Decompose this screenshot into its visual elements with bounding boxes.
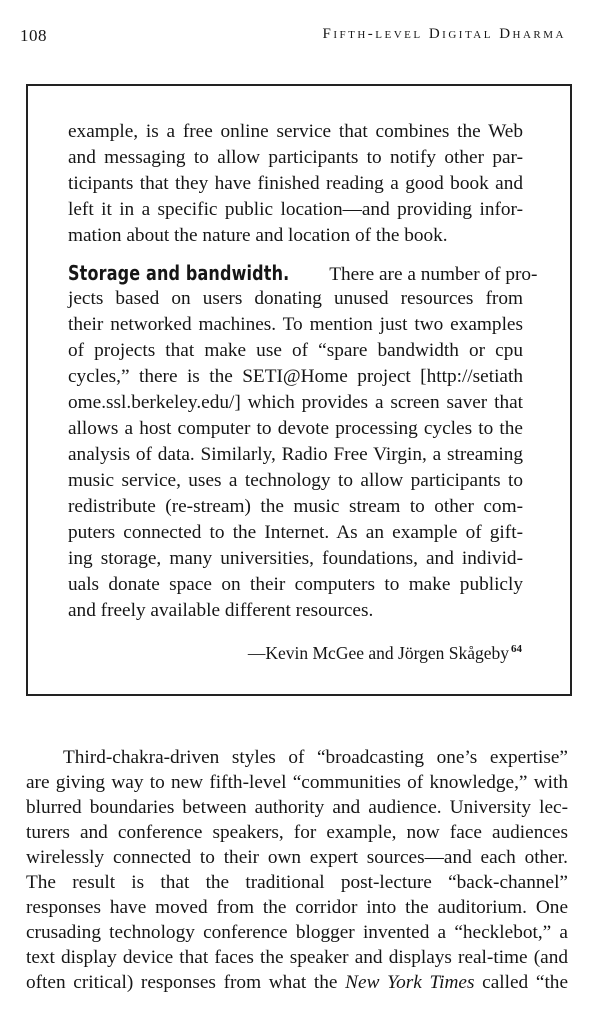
- body-text-line: turers and conference speakers, for example, now face audiences: [26, 822, 568, 843]
- box-text-line: allows a host computer to devote processing cycles to the: [68, 418, 523, 439]
- box-text-line: of projects that make use of “spare bandwidth or cpu: [68, 340, 523, 361]
- body-text-segment: often critical) responses from what the: [26, 972, 346, 993]
- box-text-line: and messaging to allow participants to notify other par-: [68, 147, 523, 168]
- box-text-line: redistribute (re-stream) the music stream to other com-: [68, 496, 523, 517]
- body-text-line: [26, 970, 568, 995]
- running-head: Fifth-level Digital Dharma: [322, 26, 566, 42]
- box-text-line: analysis of data. Similarly, Radio Free Virgin, a streaming: [68, 444, 523, 465]
- box-text-line: left it in a specific public location—and providing infor-: [68, 199, 523, 220]
- box-text-line: cycles,” there is the SETI@Home project [http://setiath: [68, 366, 523, 387]
- body-text-line: wirelessly connected to their own expert sources—and each other.: [26, 847, 568, 868]
- section-first-line: [68, 260, 538, 288]
- box-text-line: jects based on users donating unused resources from: [68, 288, 523, 309]
- box-text-line: and freely available different resources.: [68, 600, 374, 621]
- section-first-line-text: There are a number of pro-: [329, 264, 538, 285]
- body-text-line: The result is that the traditional post-lecture “back-channel”: [26, 872, 568, 893]
- box-text-line: ome.ssl.berkeley.edu/] which provides a screen saver that: [68, 392, 523, 413]
- body-text-line: blurred boundaries between authority and audience. University lec-: [26, 797, 568, 818]
- box-text-line: music service, uses a technology to allow participants to: [68, 470, 523, 491]
- body-text-line: responses have moved from the corridor into the auditorium. One: [26, 897, 568, 918]
- box-text-line: ing storage, many universities, foundations, and individ-: [68, 548, 523, 569]
- box-text-line: mation about the nature and location of the book.: [68, 225, 448, 246]
- body-text-segment: called “the: [474, 972, 568, 993]
- page-number: 108: [20, 26, 47, 45]
- box-text-line: example, is a free online service that combines the Web: [68, 121, 523, 142]
- box-text-line: their networked machines. To mention just two examples: [68, 314, 523, 335]
- section-heading: Storage and bandwidth.: [68, 261, 290, 285]
- body-text-line: are giving way to new fifth-level “communities of knowledge,” with: [26, 772, 568, 793]
- attribution-text: —Kevin McGee and Jörgen Skågeby: [247, 643, 509, 663]
- attribution: [248, 638, 522, 664]
- publication-title: New York Times: [345, 972, 475, 993]
- footnote-ref: 64: [511, 643, 522, 655]
- box-text-line: uals donate space on their computers to make publicly: [68, 574, 523, 595]
- box-text-line: puters connected to the Internet. As an example of gift-: [68, 522, 523, 543]
- body-text-line: Third-chakra-driven styles of “broadcasting one’s expertise”: [63, 747, 568, 768]
- body-text-line: crusading technology conference blogger invented a “hecklebot,” a: [26, 922, 568, 943]
- box-text-line: ticipants that they have finished reading a good book and: [68, 173, 523, 194]
- body-text-line: text display device that faces the speaker and displays real-time (and: [26, 947, 568, 968]
